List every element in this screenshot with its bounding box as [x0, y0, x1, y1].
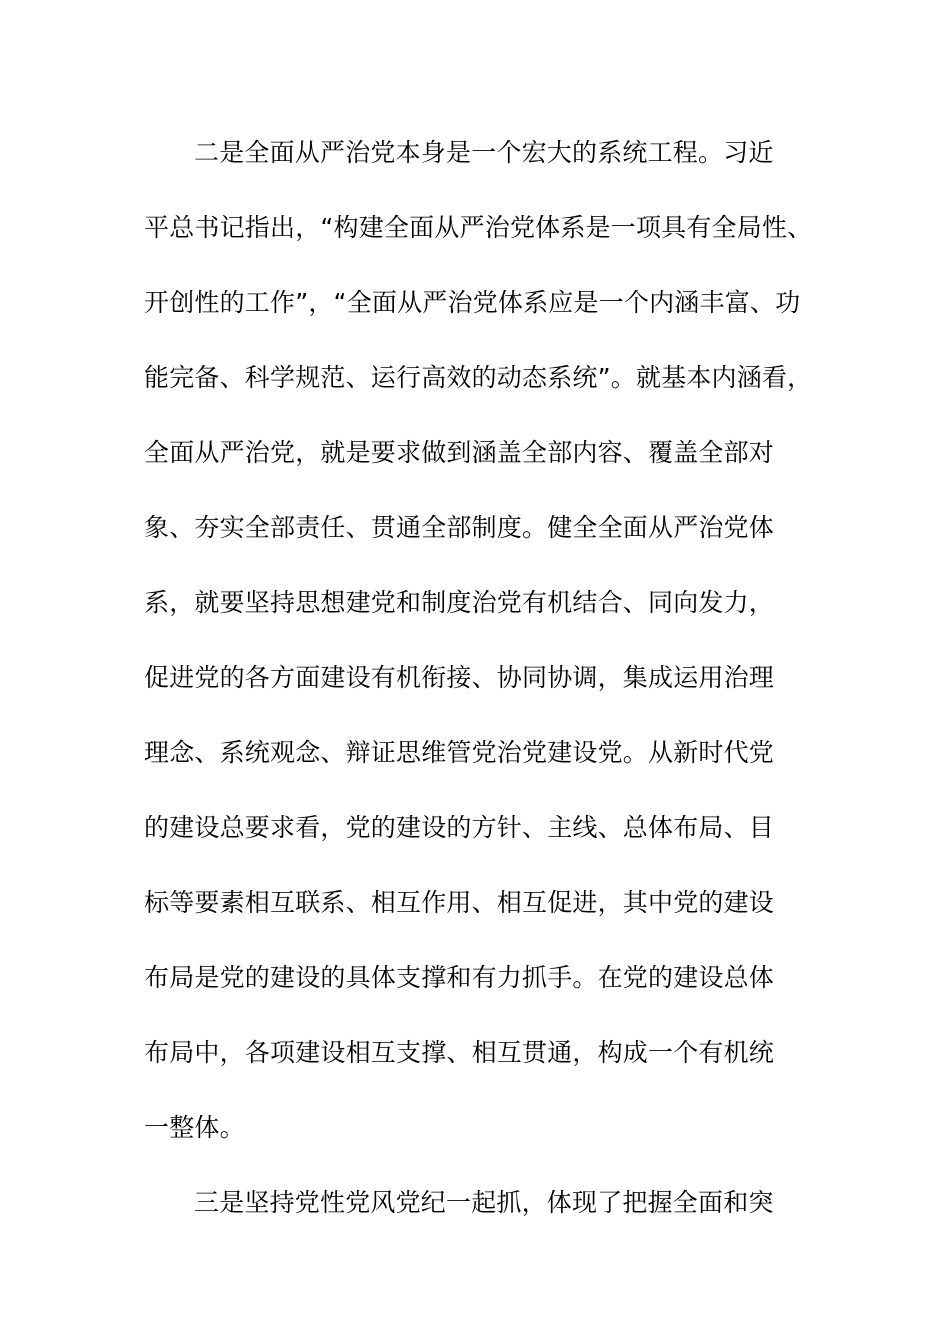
paragraph-line: 开创性的工作”，“全面从严治党体系应是一个内涵丰富、功 [144, 288, 801, 317]
paragraph-line: 二是全面从严治党本身是一个宏大的系统工程。习近 [194, 138, 774, 167]
body-text [144, 130, 844, 1255]
paragraph-line: 布局中，各项建设相互支撑、相互贯通，构成一个有机统 [144, 1038, 775, 1067]
paragraph-line: 标等要素相互联系、相互作用、相互促进，其中党的建设 [144, 888, 775, 917]
paragraph-line: 三是坚持党性党风党纪一起抓，体现了把握全面和突 [194, 1188, 774, 1217]
paragraph-line: 促进党的各方面建设有机衔接、协同协调，集成运用治理 [144, 663, 775, 692]
paragraph-line: 布局是党的建设的具体支撑和有力抓手。在党的建设总体 [144, 963, 775, 992]
paragraph-line: 全面从严治党，就是要求做到涵盖全部内容、覆盖全部对 [144, 438, 775, 467]
paragraph-line: 的建设总要求看，党的建设的方针、主线、总体布局、目 [144, 813, 775, 842]
paragraph-line: 象、夯实全部责任、贯通全部制度。健全全面从严治党体 [144, 513, 775, 542]
paragraph-line: 理念、系统观念、辩证思维管党治党建设党。从新时代党 [144, 738, 775, 767]
paragraph-line: 能完备、科学规范、运行高效的动态系统”。就基本内涵看， [144, 363, 813, 392]
paragraph-line: 一整体。 [144, 1113, 245, 1142]
paragraph-line: 系，就要坚持思想建党和制度治党有机结合、同向发力， [144, 588, 775, 617]
paragraph-line: 平总书记指出，“构建全面从严治党体系是一项具有全局性、 [144, 213, 813, 242]
